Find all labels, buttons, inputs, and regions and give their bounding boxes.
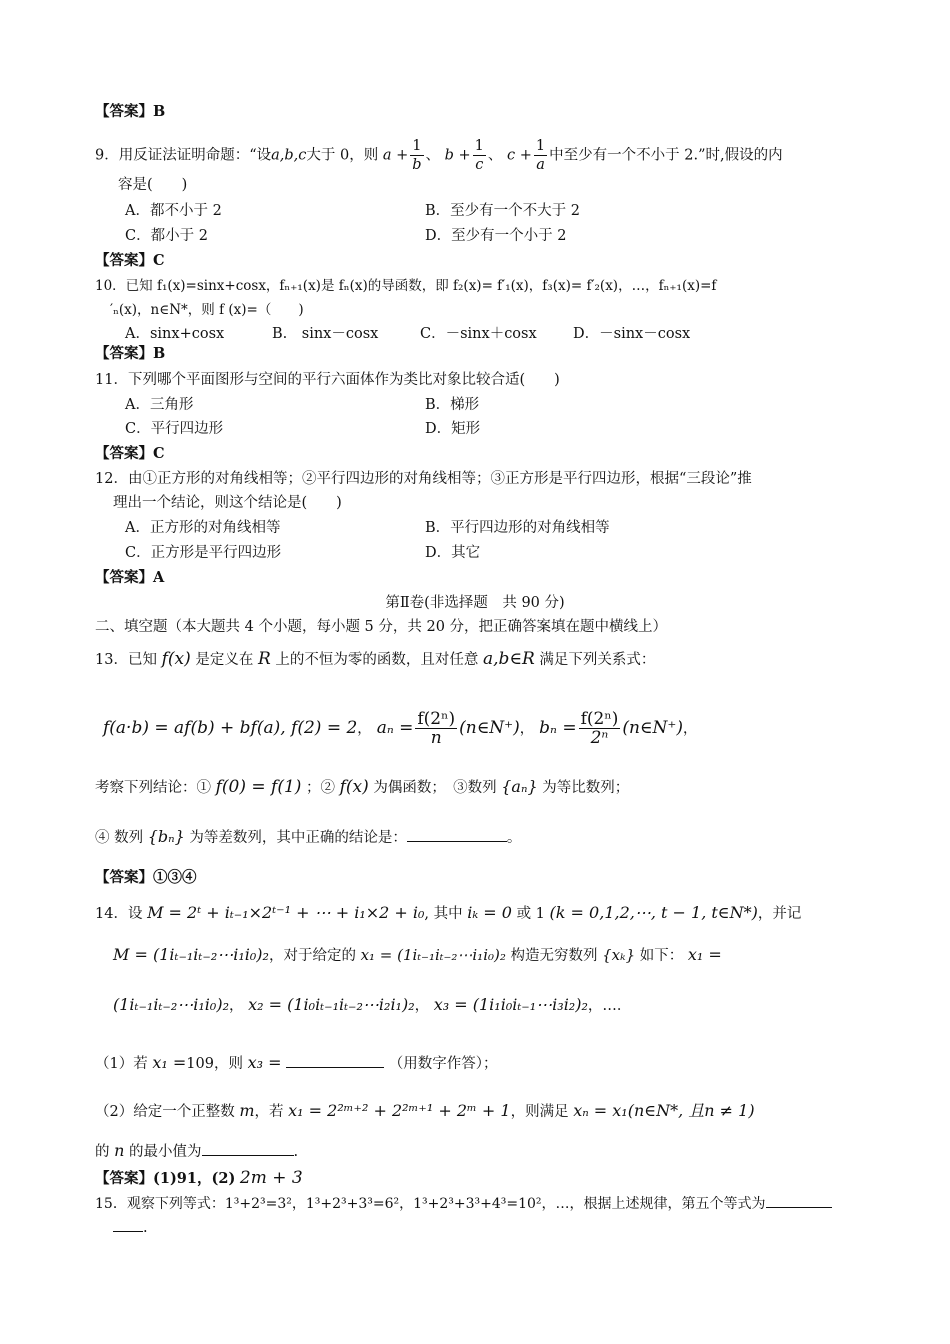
q13-c3: {aₙ} — [501, 777, 538, 796]
question-14-line3 — [113, 990, 631, 1021]
q14-p2-c: ，则满足 — [510, 1104, 569, 1120]
question-13-stem — [95, 642, 655, 677]
q11-option-b: B．梯形 — [425, 397, 480, 413]
q13-c1: f(0) = f(1) — [215, 777, 302, 797]
q9-expr2-lead: b + — [444, 147, 471, 164]
q14-l2-d: 如下： — [639, 948, 684, 964]
q9-sep2: 、 — [487, 147, 503, 164]
q13-comma1: ， — [357, 721, 372, 737]
q13-obs-d: 为等比数列； — [542, 780, 630, 796]
question-15-line2 — [113, 1217, 148, 1239]
q13-an-frac — [415, 710, 457, 747]
q14-l3-sep2: ， — [414, 998, 430, 1014]
q14-p1-x1: x₁ = — [152, 1053, 187, 1072]
q14-l3-x2: x₂ = (1i₀iₜ₋₁iₜ₋₂⋯i₂i₁)₂ — [248, 995, 415, 1014]
q14-l3-sep1: ， — [228, 998, 244, 1014]
q9-text-b: 大于 0，则 — [306, 147, 379, 164]
q12-option-b: B．平行四边形的对角线相等 — [425, 520, 610, 536]
q9-frac-3-num: 1 — [535, 138, 546, 154]
q13-bn-den: 2ⁿ — [590, 728, 609, 748]
q14-M-expr: M = 2ᵗ + iₜ₋₁×2ᵗ⁻¹ + ⋯ + i₁×2 + i₀ — [147, 903, 425, 922]
q14-l2-b: ，对于给定的 — [268, 948, 356, 964]
question-10-line1: 10．已知 f₁(x)=sinx+cosx，fₙ₊₁(x)是 fₙ(x)的导函数，即 f₂(x)= f′₁(x)，f₃(x)= f′₂(x)，…，fₙ₊₁(x)=f — [95, 278, 717, 294]
q13-bn-num: f(2ⁿ) — [580, 709, 619, 729]
q13-comma3: ， — [682, 721, 697, 737]
q14-p1-c: （用数字作答）； — [388, 1056, 498, 1072]
q13-observations-1 — [95, 772, 629, 803]
q9-vars: a,b,c — [271, 147, 307, 164]
q13-obs2-end: 。 — [506, 830, 522, 846]
question-12-line1: 12．由①正方形的对角线相等；②平行四边形的对角线相等；③正方形是平行四边形，根据“三段论”推 — [95, 471, 752, 487]
q14-p2-b: ，若 — [254, 1104, 284, 1120]
q13-an-den: n — [430, 728, 442, 748]
q9-option-b: B．至少有一个不大于 2 — [425, 203, 580, 219]
q14-p1-x3: x₃ = — [247, 1053, 282, 1072]
q15-end: . — [143, 1220, 148, 1236]
q14-p2-cond: xₙ = x₁(n∈N*, 且n ≠ 1) — [573, 1101, 755, 1120]
q14-p3-n: n — [114, 1141, 125, 1160]
q10-option-c: C．－sinx＋cosx — [420, 326, 537, 342]
answer-q10: 【答案】B — [95, 345, 166, 362]
q10-option-a: A．sinx+cosx — [125, 326, 225, 342]
q13-an-num: f(2ⁿ) — [417, 709, 456, 729]
q14-text-b: , 其中 — [424, 906, 463, 922]
q9-frac-3 — [534, 137, 547, 174]
q14-ik: iₖ = 0 — [467, 903, 512, 922]
q9-frac-2-num: 1 — [474, 138, 484, 154]
q13-bn-lead: bₙ = — [539, 718, 577, 738]
q11-option-c: C．平行四边形 — [125, 421, 224, 437]
q9-sep1: 、 — [425, 147, 441, 164]
answer-q13: 【答案】①③④ — [95, 869, 197, 886]
q9-expr3-lead: c + — [507, 147, 532, 164]
q9-frac-1 — [410, 137, 423, 174]
question-10-line2: ′ₙ(x)，n∈N*，则 f (x)=（ ) — [110, 302, 304, 318]
q9-option-c: C．都小于 2 — [125, 228, 208, 244]
q9-text-a: 9．用反证法证明命题：“设 — [95, 147, 272, 164]
q13-abR: a,b∈R — [482, 649, 535, 669]
answer-q14-text: 【答案】(1)91，(2) — [95, 1170, 236, 1187]
answer-q12: 【答案】A — [95, 569, 165, 586]
q13-c2: f(x) — [339, 777, 369, 797]
q14-p3-end: . — [293, 1144, 299, 1160]
q9-expr1-lead: a + — [382, 147, 409, 164]
answer-q9: 【答案】C — [95, 252, 165, 269]
question-15-line1 — [95, 1193, 832, 1215]
q14-part1-blank[interactable] — [286, 1067, 384, 1068]
q14-p2-m: m — [239, 1101, 255, 1120]
q14-p1-b: 109，则 — [186, 1056, 243, 1072]
q11-option-a: A．三角形 — [125, 397, 194, 413]
question-12-line2: 理出一个结论，则这个结论是( ) — [113, 495, 342, 511]
q9-frac-2-den: c — [475, 157, 484, 173]
q13-relations — [103, 706, 697, 751]
q14-l3-end: ，…． — [587, 998, 632, 1014]
q13-text-c: 上的不恒为零的函数，且对任意 — [275, 652, 479, 668]
q14-text-a: 14．设 — [95, 906, 143, 922]
q14-x1def: x₁ = (1iₜ₋₁iₜ₋₂⋯i₁i₀)₂ — [360, 946, 506, 964]
q13-text-b: 是定义在 — [195, 652, 254, 668]
question-14-part1 — [95, 1048, 497, 1079]
question-14-line2 — [113, 940, 722, 971]
q10-option-b: B. sinx－cosx — [272, 326, 379, 342]
q13-obs-a: 考察下列结论：① — [95, 780, 211, 796]
q12-option-d: D．其它 — [425, 545, 481, 561]
question-14-line1 — [95, 898, 801, 929]
q13-fx: f(x) — [161, 649, 191, 669]
q14-text-d: ，并记 — [757, 906, 802, 922]
q14-text-c: 或 1 — [516, 906, 545, 922]
q14-cond: (k = 0,1,2,⋯, t − 1, t∈N*) — [549, 903, 758, 922]
q9-frac-3-den: a — [536, 157, 545, 173]
answer-q8: 【答案】B — [95, 103, 166, 120]
q12-option-c: C．正方形是平行四边形 — [125, 545, 282, 561]
q14-l3-x1: (1iₜ₋₁iₜ₋₂⋯i₁i₀)₂ — [113, 995, 229, 1014]
q9-option-a: A．都不小于 2 — [125, 203, 222, 219]
q14-M2: M = (1iₜ₋₁iₜ₋₂⋯i₁i₀)₂ — [113, 945, 269, 964]
q13-answer-blank[interactable] — [407, 841, 507, 842]
q14-p3-a: 的 — [95, 1144, 110, 1160]
q9-frac-1-num: 1 — [412, 138, 422, 154]
q14-p2-a: （2）给定一个正整数 — [95, 1104, 235, 1120]
q11-option-d: D．矩形 — [425, 421, 481, 437]
q13-obs2-a: ④ 数列 — [95, 830, 144, 846]
q13-bn-tail: (n∈N⁺) — [622, 718, 683, 738]
answer-q14 — [95, 1165, 303, 1192]
q13-R: R — [257, 649, 271, 669]
section-2-title: 第Ⅱ卷(非选择题 共 90 分) — [385, 595, 565, 611]
q13-bn-frac — [579, 710, 621, 747]
q13-c4: {bₙ} — [147, 827, 185, 846]
answer-q14-expr: 2m + 3 — [239, 1168, 303, 1188]
q13-obs-b: ；② — [306, 780, 336, 796]
section-2-heading: 二、填空题（本大题共 4 个小题，每小题 5 分，共 20 分，把正确答案填在题中横线上） — [95, 619, 668, 635]
q10-option-d: D．－sinx－cosx — [573, 326, 691, 342]
q14-part2-blank[interactable] — [202, 1155, 294, 1156]
q13-text-a: 13．已知 — [95, 652, 157, 668]
q13-observations-2 — [95, 822, 521, 853]
q15-answer-blank-cont[interactable] — [113, 1231, 143, 1232]
q13-text-d: 满足下列关系式： — [539, 652, 656, 668]
q13-an-lead: aₙ = — [376, 718, 414, 738]
q13-rel1: f(a·b) = af(b) + bf(a), f(2) = 2 — [103, 718, 358, 738]
q15-answer-blank[interactable] — [766, 1207, 832, 1208]
q13-comma2: ， — [519, 721, 534, 737]
q13-obs2-b: 为等差数列，其中正确的结论是： — [189, 830, 407, 846]
question-14-part3 — [95, 1138, 298, 1165]
q15-text: 15．观察下列等式：1³+2³=3²，1³+2³+3³=6²，1³+2³+3³+4³=10²，…，根据上述规律，第五个等式为 — [95, 1196, 766, 1212]
q9-option-d: D．至少有一个小于 2 — [425, 228, 567, 244]
q14-p1-a: （1）若 — [95, 1056, 148, 1072]
question-14-part2 — [95, 1096, 755, 1127]
q12-option-a: A．正方形的对角线相等 — [125, 520, 281, 536]
q14-l3-x3: x₃ = (1i₁i₀iₜ₋₁⋯i₃i₂)₂ — [433, 995, 588, 1014]
answer-q11: 【答案】C — [95, 445, 165, 462]
q14-l2-c: 构造无穷数列 — [510, 948, 598, 964]
question-9-stem-cont: 容是( ) — [118, 177, 188, 193]
question-9-stem — [95, 137, 783, 174]
q13-an-tail: (n∈N⁺) — [459, 718, 520, 738]
q14-p2-expr: x₁ = 2²ᵐ⁺² + 2²ᵐ⁺¹ + 2ᵐ + 1 — [288, 1101, 511, 1120]
q9-frac-1-den: b — [412, 157, 422, 173]
q9-frac-2 — [473, 137, 486, 174]
q9-text-c: 中至少有一个不小于 2.”时,假设的内 — [549, 147, 783, 164]
q14-p3-b: 的最小值为 — [129, 1144, 202, 1160]
q14-x1eq: x₁ = — [687, 945, 722, 964]
q14-xk: {xₖ} — [602, 946, 636, 964]
question-11-stem: 11．下列哪个平面图形与空间的平行六面体作为类比对象比较合适( ) — [95, 372, 560, 388]
q13-obs-c: 为偶函数； ③数列 — [373, 780, 497, 796]
